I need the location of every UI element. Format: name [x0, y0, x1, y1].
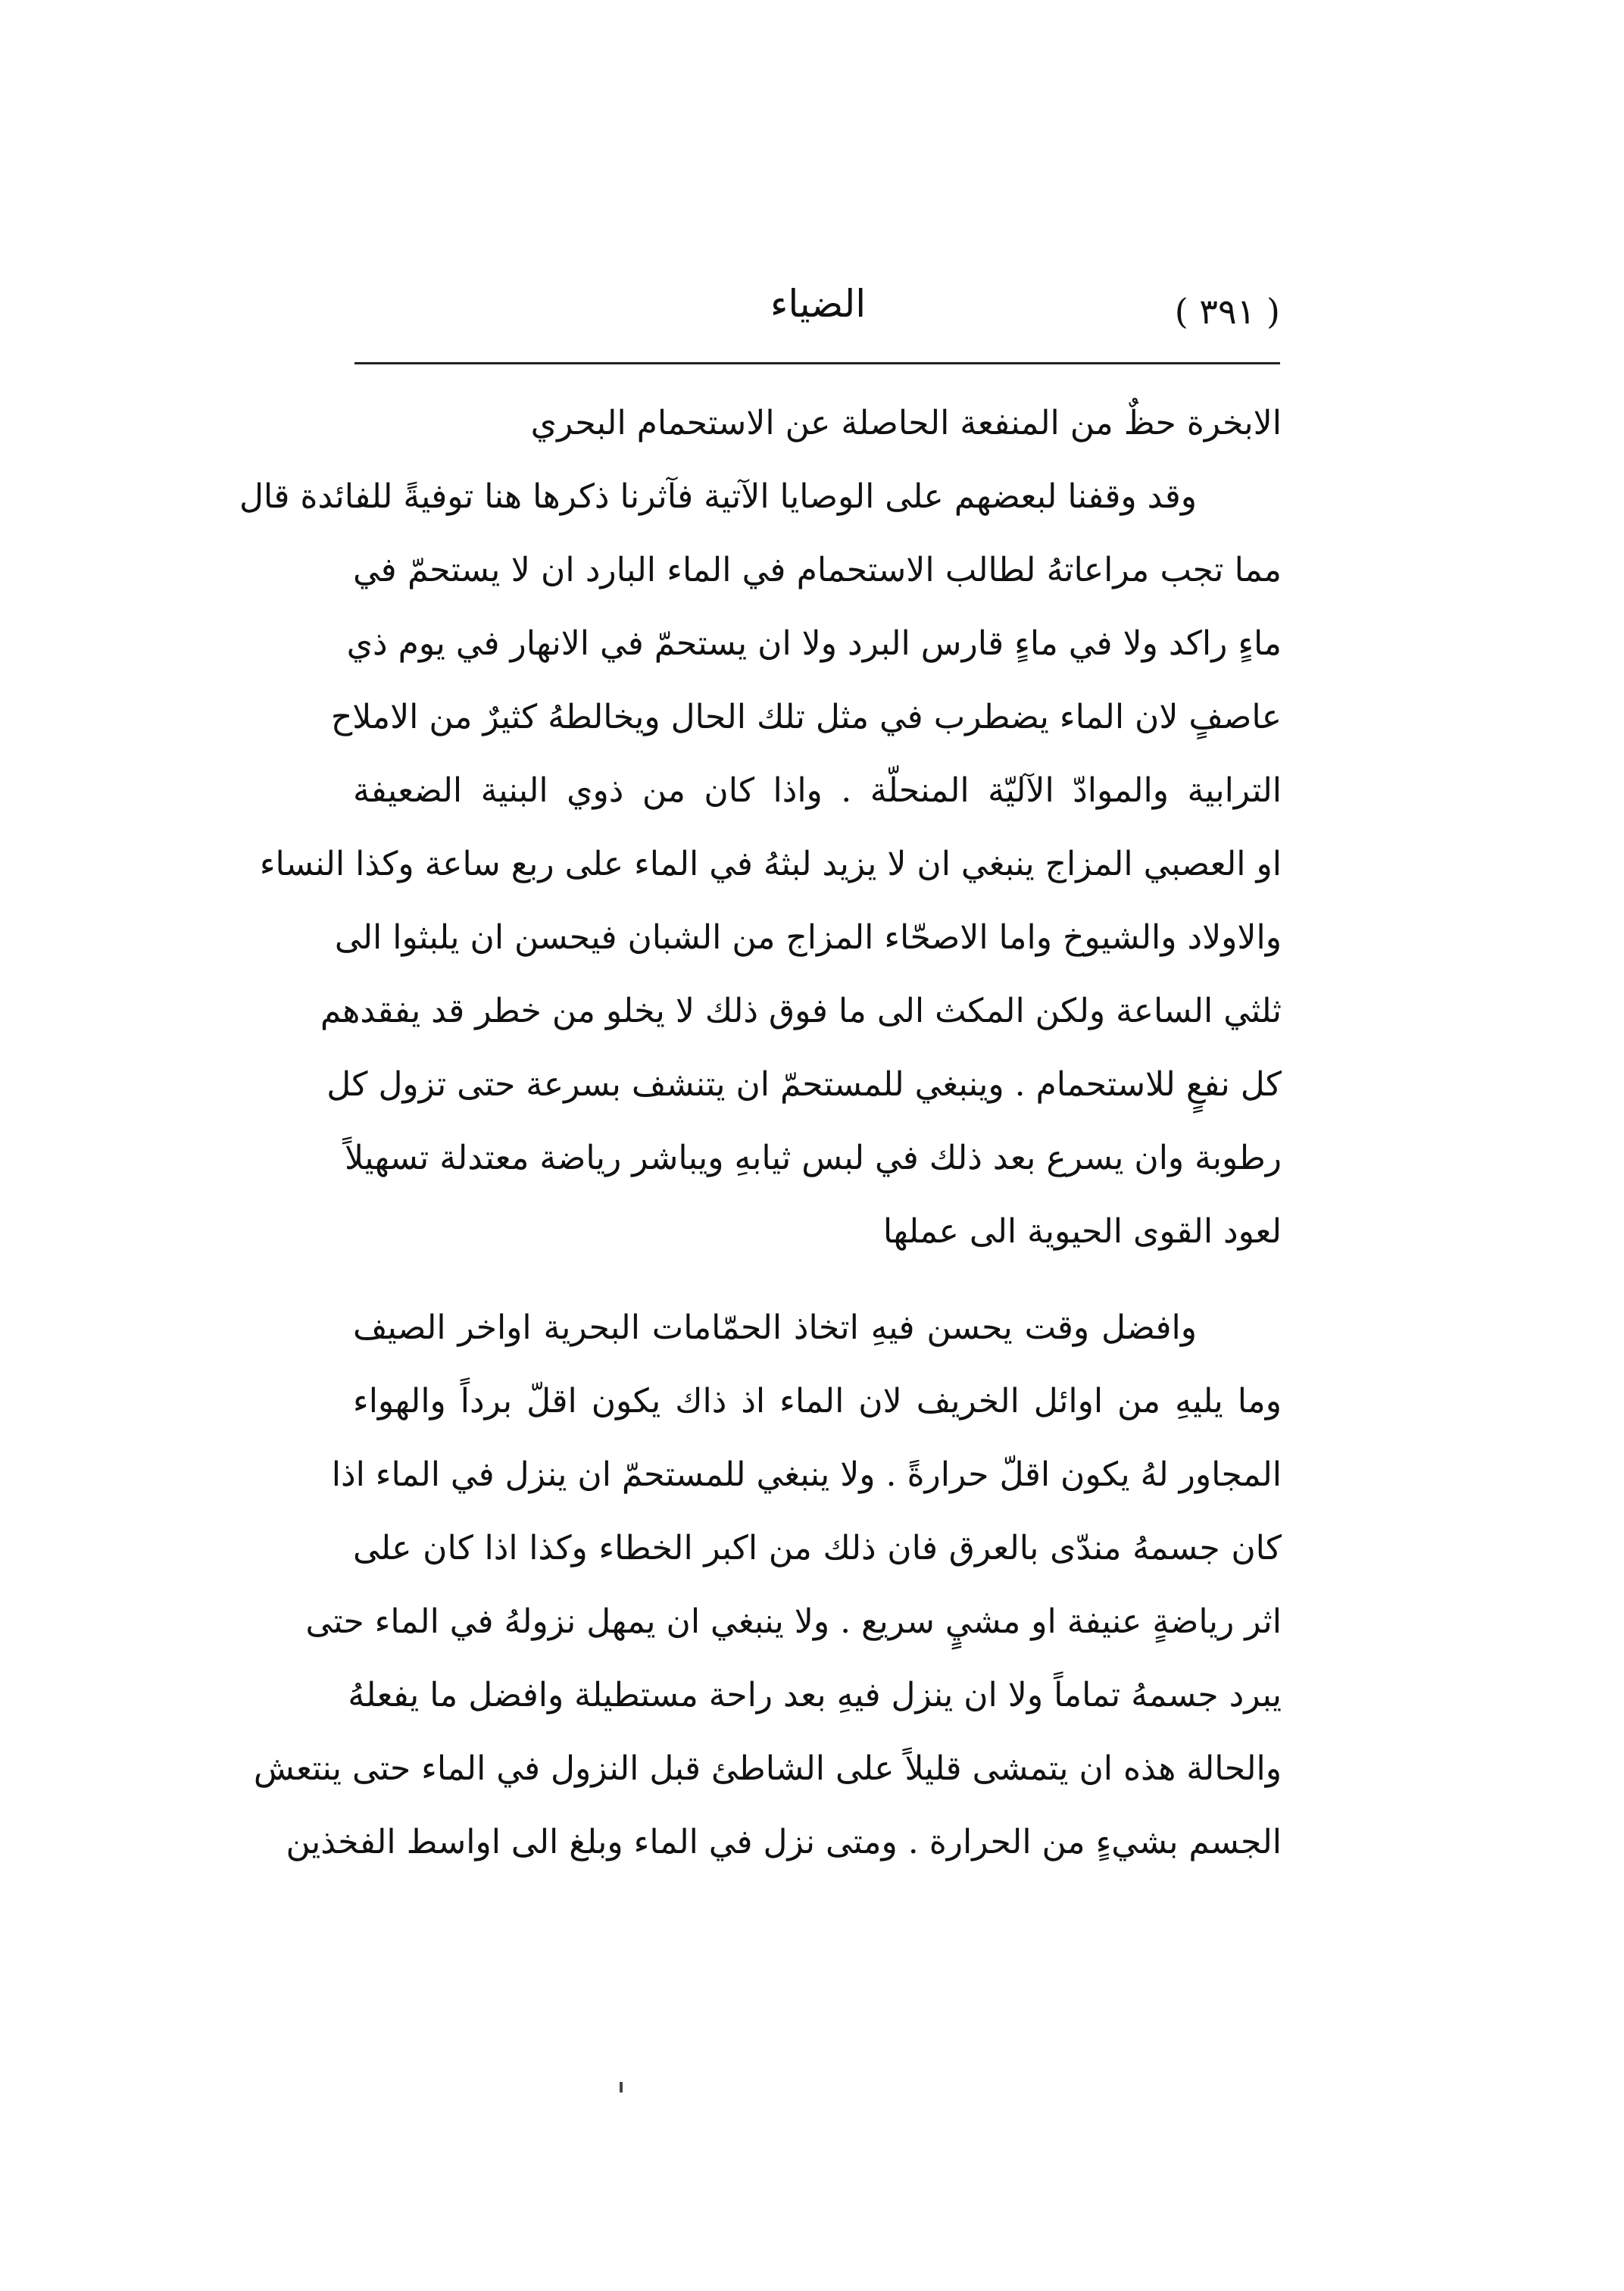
text-line: اثر رياضةٍ عنيفة او مشيٍ سريع . ولا ينبغي ان يمهل نزولهُ في الماء حتى	[305, 1602, 1282, 1641]
page-number: ( ٣٩١ )	[1174, 291, 1280, 332]
text-line: والحالة هذه ان يتمشى قليلاً على الشاطئ قبل النزول في الماء حتى ينتعش	[253, 1749, 1282, 1788]
text-line: الترابية والموادّ الآليّة المنحلّة . واذا كان من ذوي البنية الضعيفة	[353, 771, 1282, 810]
text-line: الجسم بشيءٍ من الحرارة . ومتى نزل في الماء وبلغ الى اواسط الفخذين	[286, 1823, 1282, 1861]
journal-title: الضياء	[770, 282, 867, 326]
text-line: ثلثي الساعة ولكن المكث الى ما فوق ذلك لا يخلو من خطر قد يفقدهم	[320, 992, 1282, 1030]
text-line: وما يليهِ من اوائل الخريف لان الماء اذ ذاك يكون اقلّ برداً والهواء	[353, 1382, 1282, 1421]
text-line: المجاور لهُ يكون اقلّ حرارةً . ولا ينبغي للمستحمّ ان ينزل في الماء اذا	[331, 1455, 1282, 1494]
body-text	[239, 386, 1282, 1879]
text-line: مما تجب مراعاتهُ لطالب الاستحمام في الماء البارد ان لا يستحمّ في	[353, 551, 1282, 589]
text-line: وافضل وقت يحسن فيهِ اتخاذ الحمّامات البحرية اواخر الصيف	[353, 1308, 1197, 1347]
header-rule	[354, 362, 1280, 364]
paragraph-gap	[353, 1268, 1282, 1291]
printer-mark	[620, 2082, 623, 2093]
text-line: عاصفٍ لان الماء يضطرب في مثل تلك الحال ويخالطهُ كثيرٌ من الاملاح	[330, 698, 1282, 736]
text-line: ماءٍ راكد ولا في ماءٍ قارس البرد ولا ان يستحمّ في الانهار في يوم ذي	[346, 624, 1282, 663]
text-line: الابخرة حظٌ من المنفعة الحاصلة عن الاستحمام البحري	[530, 404, 1282, 442]
text-line: كان جسمهُ مندّى بالعرق فان ذلك من اكبر الخطاء وكذا اذا كان على	[353, 1529, 1282, 1567]
text-line: وقد وقفنا لبعضهم على الوصايا الآتية فآثرنا ذكرها هنا توفيةً للفائدة قال	[239, 477, 1197, 516]
text-line: والاولاد والشيوخ واما الاصحّاء المزاج من الشبان فيحسن ان يلبثوا الى	[334, 918, 1282, 957]
text-line: كل نفعٍ للاستحمام . وينبغي للمستحمّ ان يتنشف بسرعة حتى تزول كل	[326, 1065, 1282, 1104]
running-head	[356, 282, 1280, 350]
text-line: او العصبي المزاج ينبغي ان لا يزيد لبثهُ في الماء على ربع ساعة وكذا النساء	[259, 845, 1282, 883]
text-line: يبرد جسمهُ تماماً ولا ان ينزل فيهِ بعد راحة مستطيلة وافضل ما يفعلهُ	[348, 1676, 1282, 1714]
text-line: لعود القوى الحيوية الى عملها	[882, 1212, 1282, 1251]
text-line: رطوبة وان يسرع بعد ذلك في لبس ثيابهِ ويباشر رياضة معتدلة تسهيلاً	[344, 1139, 1282, 1177]
